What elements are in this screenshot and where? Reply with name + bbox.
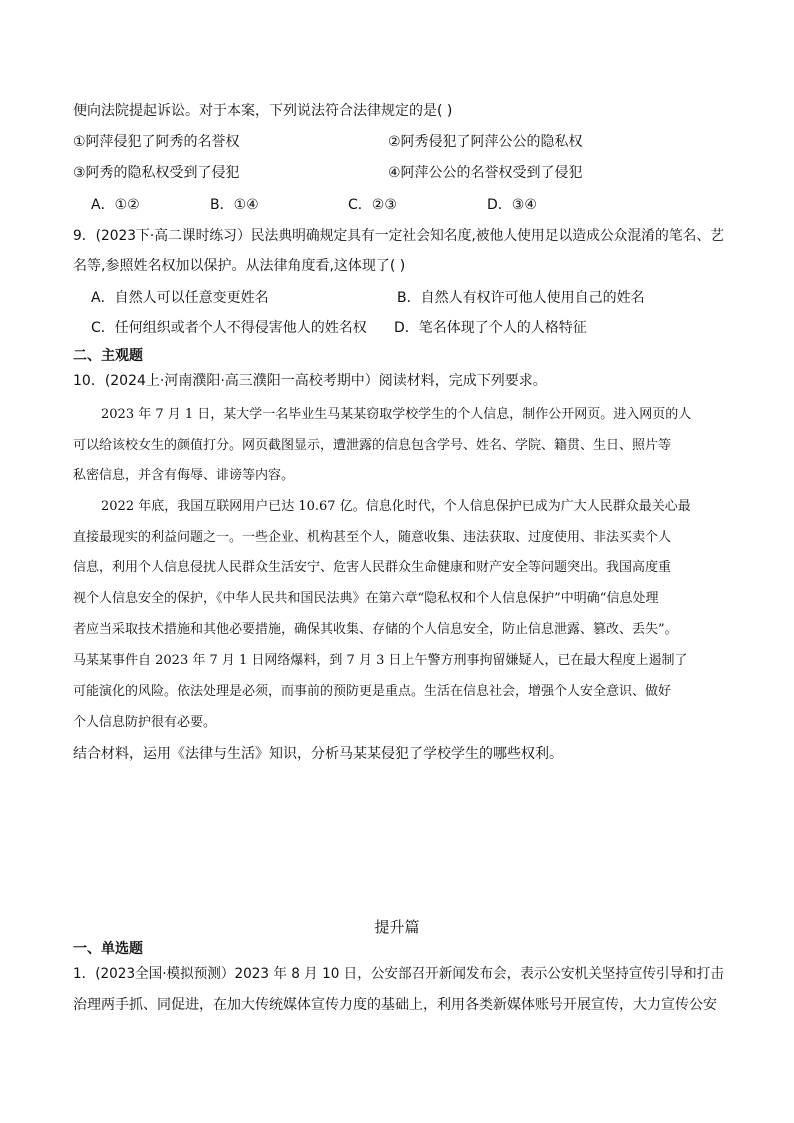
q8-statement-2: ②阿秀侵犯了阿萍公公的隐私权 [388,134,583,150]
q10-material-line-1: 2023 年 7 月 1 日，某大学一名毕业生马某某窃取学校学生的个人信息，制作公开网页。进入网页的人 [101,407,692,422]
q8-choice-c: C．②③ [348,197,397,213]
q10-material-line-8: 者应当采取技术措施和其他必要措施，确保其收集、存储的个人信息安全，防止信息泄露、篡改、丢失”。 [73,622,678,637]
q9-choice-d: D．笔名体现了个人的人格特征 [394,320,587,336]
q8-choice-a: A．①② [91,197,140,213]
q10-material-line-11: 个人信息防护很有必要。 [73,715,217,730]
q8-choice-d: D．③④ [487,197,537,213]
q10-stem: 10．(2024上·河南濮阳·高三濮阳一高校考期中）阅读材料，完成下列要求。 [73,373,547,389]
q10-material-line-2: 可以给该校女生的颜值打分。网页截图显示，遭泄露的信息包含学号、姓名、学院、籍贯、生日、照片等 [73,438,672,453]
upgrade-q1-line-1: 1．(2023全国·模拟预测）2023 年 8 月 10 日，公安部召开新闻发布会，表示公安机关坚持宣传引导和打击 [73,966,724,982]
q9-stem-line-1: 9．(2023下·高二课时练习）民法典明确规定具有一定社会知名度,被他人使用足以造成公众混淆的笔名、艺 [73,228,724,244]
q10-material-line-6: 信息，利用个人信息侵扰人民群众生活安宁、危害人民群众生命健康和财产安全等问题突出。我国高度重 [73,560,672,575]
q8-choice-b: B．①④ [210,197,259,213]
q8-statement-1: ①阿萍侵犯了阿秀的名誉权 [73,134,240,150]
q10-material-line-4: 2022 年底，我国互联网用户已达 10.67 亿。信息化时代，个人信息保护已成为广大人民群众最关心最 [101,499,691,514]
section-heading-subjective: 二、主观题 [73,348,143,364]
q8-statement-4: ④阿萍公公的名誉权受到了侵犯 [388,165,583,181]
q9-choice-b: B．自然人有权许可他人使用自己的姓名 [397,290,645,306]
section-heading-single-choice: 一、单选题 [73,941,143,957]
q10-material-line-7: 视个人信息安全的保护，《中华人民共和国民法典》在第六章“隐私权和个人信息保护”中明确“信息处理 [73,591,659,606]
q9-stem-line-2: 名等,参照姓名权加以保护。从法律角度看,这体现了( ) [73,258,406,274]
upgrade-title: 提升篇 [374,918,420,936]
q9-choice-a: A．自然人可以任意变更姓名 [91,290,269,306]
q10-question: 结合材料，运用《法律与生活》知识，分析马某某侵犯了学校学生的哪些权利。 [73,746,563,762]
q8-statement-3: ③阿秀的隐私权受到了侵犯 [73,165,240,181]
q10-material-line-3: 私密信息，并含有侮辱、诽谤等内容。 [73,468,295,483]
upgrade-q1-line-2: 治理两手抓、同促进，在加大传统媒体宣传力度的基础上，利用各类新媒体账号开展宣传，大力宣传公安 [73,997,717,1013]
q10-material-line-10: 可能演化的风险。依法处理是必须，而事前的预防更是重点。生活在信息社会，增强个人安全意识、做好 [73,684,672,699]
q9-choice-c: C．任何组织或者个人不得侵害他人的姓名权 [91,320,367,336]
q8-stem-tail: 便向法院提起诉讼。对于本案，下列说法符合法律规定的是( ) [73,103,453,119]
q10-material-line-5: 直接最现实的利益问题之一。一些企业、机构甚至个人，随意收集、违法获取、过度使用、非法买卖个人 [73,530,672,545]
q10-material-line-9: 马某某事件自 2023 年 7 月 1 日网络爆料，到 7 月 3 日上午警方刑事拘留嫌疑人，已在最大程度上遏制了 [73,653,688,668]
